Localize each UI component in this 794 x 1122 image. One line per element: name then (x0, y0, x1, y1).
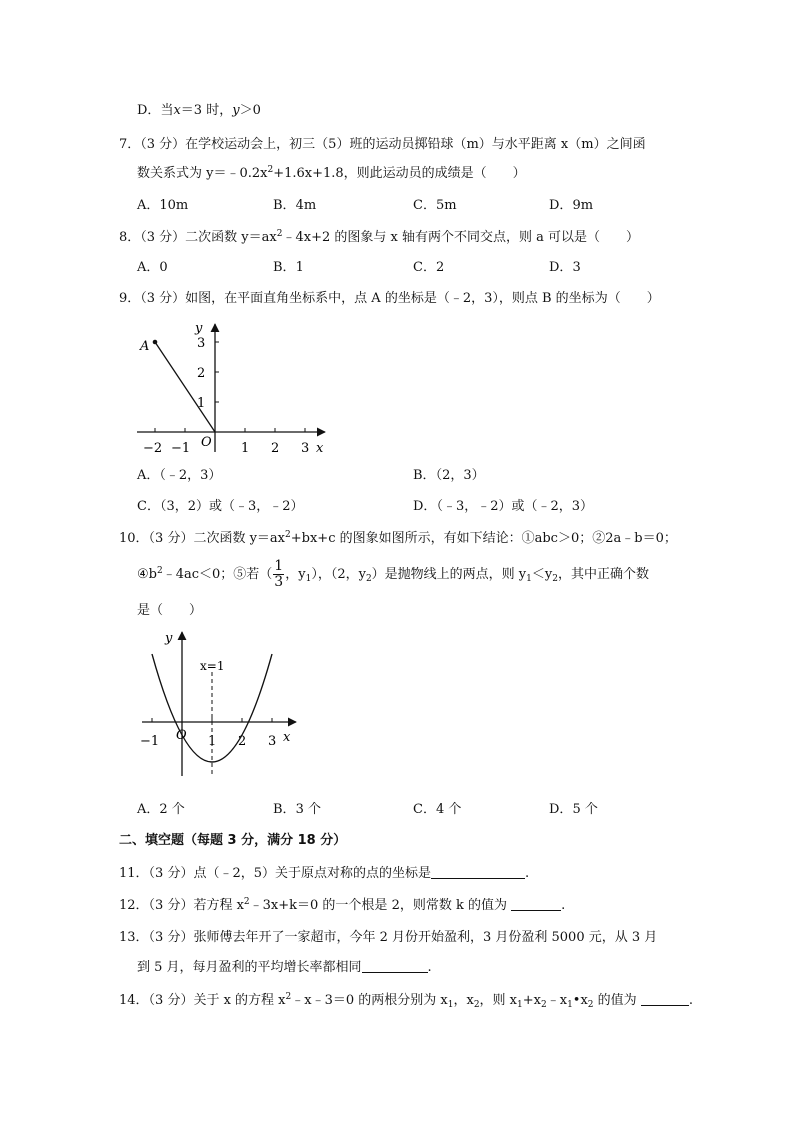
option-label: D． (549, 260, 573, 275)
q10-line2-a: ④b (137, 567, 157, 582)
q14-subscript: 1 (567, 1000, 573, 1010)
option-value: 5 个 (572, 802, 598, 817)
q14-text: ，则 x (479, 993, 518, 1008)
q14-text: ﹣x (546, 993, 568, 1008)
q12-answer-blank[interactable] (511, 896, 561, 911)
q10-line1-b: +bx+c 的图象如图所示，有如下结论：①abc＞0；②2a﹣b＝0； (290, 531, 677, 546)
option-label: B． (273, 260, 296, 275)
q8-option-d (549, 259, 581, 277)
option-label: D． (549, 802, 573, 817)
option-label: C． (413, 198, 436, 213)
q9-x-tick-label: 1 (241, 441, 250, 456)
option-value: 4m (295, 198, 317, 213)
q12-end: . (561, 898, 566, 913)
q10-x-tick-label: −1 (140, 734, 160, 749)
q10-exponent: 2 (285, 530, 291, 540)
q14-pre: 14．（3 分）关于 x 的方程 x (119, 993, 286, 1008)
q10-option-a (137, 801, 185, 819)
q14-subscript: 2 (540, 1000, 547, 1010)
q10-subscript: 2 (552, 574, 558, 584)
option-label: D． (413, 499, 437, 514)
q9-y-tick-label: 2 (197, 366, 206, 381)
q10-x-tick-label: 2 (238, 734, 247, 749)
option-value: （﹣2，3） (159, 468, 222, 483)
option-label: A． (137, 198, 160, 213)
q10-line1-a: 10．（3 分）二次函数 y＝ax (119, 531, 286, 546)
q13-end: . (427, 960, 432, 975)
q9-x-tick-label: −1 (171, 441, 191, 456)
q10-line2-b: ﹣4ac＜0；⑤若（ (162, 567, 273, 582)
q9-x-tick-label: −2 (143, 441, 163, 456)
q12-exponent: 2 (243, 897, 250, 907)
q6-var-x: x (173, 103, 181, 118)
q7-option-a (137, 197, 188, 215)
q10-origin-label: O (176, 728, 187, 743)
section-2-title: 二、填空题（每题 3 分，满分 18 分） (119, 833, 347, 848)
q10-x-label: x (283, 730, 291, 745)
q10-subscript: 1 (305, 574, 312, 584)
q8-stem-pre: 8．（3 分）二次函数 y＝ax (119, 230, 277, 245)
q10-line2-e: ）是抛物线上的两点，则 y (371, 567, 527, 582)
q10-line3: 是（ ） (137, 603, 203, 618)
q11-stem (119, 864, 529, 883)
q6-option-d (137, 102, 261, 120)
option-label: B． (273, 198, 296, 213)
q14-text: •x (572, 993, 588, 1008)
q14-post: 的值为 (593, 993, 637, 1008)
q10-line2-g: ，其中正确个数 (557, 567, 649, 582)
q9-x-tick-label: 2 (271, 441, 280, 456)
q11-end: . (525, 866, 530, 881)
q8-option-a (137, 259, 168, 277)
option-label: C． (137, 499, 160, 514)
q7-option-d (549, 197, 593, 215)
q12-stem (119, 896, 565, 915)
q8-option-b (273, 259, 304, 277)
q10-exponent-2: 2 (156, 566, 163, 576)
q6-option-d-label: D． (137, 103, 161, 118)
q14-stem (119, 991, 693, 1010)
q10-y-label: y (165, 631, 173, 646)
q7-exponent: 2 (267, 165, 274, 175)
option-value: 4 个 (435, 802, 462, 817)
option-value: （3，2）或（﹣3，﹣2） (159, 499, 304, 514)
option-value: 2 个 (159, 802, 185, 817)
option-value: 10m (159, 198, 189, 213)
option-label: B． (413, 468, 436, 483)
q14-subscript: 2 (473, 1000, 480, 1010)
q9-option-b (413, 467, 485, 485)
q9-x-label: x (316, 441, 324, 456)
option-value: 0 (159, 260, 168, 275)
q14-text: +x (522, 993, 541, 1008)
option-label: A． (137, 260, 160, 275)
option-label: D． (549, 198, 573, 213)
q7-option-b (273, 197, 316, 215)
q9-point-a-label: A (140, 339, 150, 354)
q7-line2-pre: 数关系式为 y＝﹣0.2x (137, 166, 268, 181)
q7-line2-post: +1.6x+1.8，则此运动员的成绩是（ ） (273, 166, 526, 181)
q9-point-a (153, 340, 158, 345)
option-value: 3 个 (295, 802, 321, 817)
q8-stem (119, 229, 639, 247)
q14-mid: ﹣x﹣3＝0 的两根分别为 x (291, 993, 448, 1008)
q10-x-tick-label: 3 (268, 734, 277, 749)
q14-answer-blank[interactable] (641, 991, 689, 1006)
q13-line2-text: 到 5 月，每月盈利的平均增长率都相同 (137, 960, 362, 975)
q7-option-c (413, 197, 457, 215)
q10-option-c (413, 801, 461, 819)
q10-x-tick-label: 1 (208, 734, 217, 749)
q6-var-y: y (232, 103, 240, 118)
q9-option-d (413, 498, 593, 516)
option-value: （2，3） (435, 468, 485, 483)
q10-fraction (273, 559, 284, 590)
option-label: C． (413, 260, 436, 275)
option-value: 2 (435, 260, 445, 275)
q10-figure (140, 628, 310, 780)
q10-subscript: 1 (526, 574, 532, 584)
q9-option-a (137, 467, 221, 485)
q10-option-b (273, 801, 321, 819)
q8-option-c (413, 259, 444, 277)
q11-answer-blank[interactable] (431, 864, 525, 879)
option-label: B． (273, 802, 296, 817)
q9-segment-ao (155, 342, 215, 432)
q13-answer-blank[interactable] (362, 958, 428, 973)
option-label: A． (137, 468, 160, 483)
q8-exponent: 2 (276, 229, 283, 239)
q9-option-c (137, 498, 304, 516)
option-label: A． (137, 802, 160, 817)
q9-y-tick-label: 1 (197, 396, 206, 411)
q9-origin-label: O (201, 435, 212, 450)
q7-line2 (137, 165, 526, 183)
q9-figure (135, 318, 335, 458)
q13-line1: 13．（3 分）张师傅去年开了一家超市，今年 2 月份开始盈利，3 月份盈利 5000 元，从 3 月 (119, 930, 658, 945)
q6-option-d-text: 当 (160, 103, 174, 118)
q10-line1 (119, 530, 677, 548)
q9-y-tick-label: 3 (197, 336, 206, 351)
q10-line2-c: ，y (285, 567, 306, 582)
q10-subscript: 2 (365, 574, 372, 584)
option-value: （﹣3，﹣2）或（﹣2，3） (436, 499, 594, 514)
q10-fraction-numerator: 1 (274, 558, 284, 574)
q12-post: ﹣3x+k＝0 的一个根是 2，则常数 k 的值为 (249, 898, 507, 913)
q10-line2-f: ＜y (531, 567, 553, 582)
option-value: 5m (435, 198, 457, 213)
q6-option-d-text2: ＝3 时， (180, 103, 233, 118)
q6-option-d-text3: ＞0 (239, 103, 261, 118)
q14-end: . (688, 993, 693, 1008)
q12-pre: 12．（3 分）若方程 x (119, 898, 244, 913)
q9-y-label: y (195, 321, 203, 336)
q9-x-tick-label: 3 (301, 441, 310, 456)
q10-fraction-denominator: 3 (274, 574, 284, 590)
q7-line1: 7．（3 分）在学校运动会上，初三（5）班的运动员掷铅球（m）与水平距离 x（m）之间函 (119, 137, 646, 152)
q14-text: ，x (453, 993, 474, 1008)
option-value: 1 (295, 260, 304, 275)
q14-subscript: 1 (517, 1000, 523, 1010)
q9-stem: 9．（3 分）如图，在平面直角坐标系中，点 A 的坐标是（﹣2，3），则点 B 的坐标为（ ） (119, 291, 660, 306)
option-value: 9m (572, 198, 594, 213)
option-label: C． (413, 802, 436, 817)
q10-line2 (137, 558, 649, 592)
q10-option-d (549, 801, 598, 819)
q8-stem-post: ﹣4x+2 的图象与 x 轴有两个不同交点，则 a 可以是（ ） (282, 230, 639, 245)
option-value: 3 (572, 260, 581, 275)
q14-subscript: 2 (587, 1000, 594, 1010)
q10-line2-d: ），（2，y (311, 567, 366, 582)
q13-line2 (137, 958, 432, 977)
q11-text: 11．（3 分）点（﹣2，5）关于原点对称的点的坐标是 (119, 866, 431, 881)
q14-exponent: 2 (285, 992, 292, 1002)
q10-symmetry-label: x=1 (200, 659, 225, 673)
q14-subscript: 1 (447, 1000, 454, 1010)
